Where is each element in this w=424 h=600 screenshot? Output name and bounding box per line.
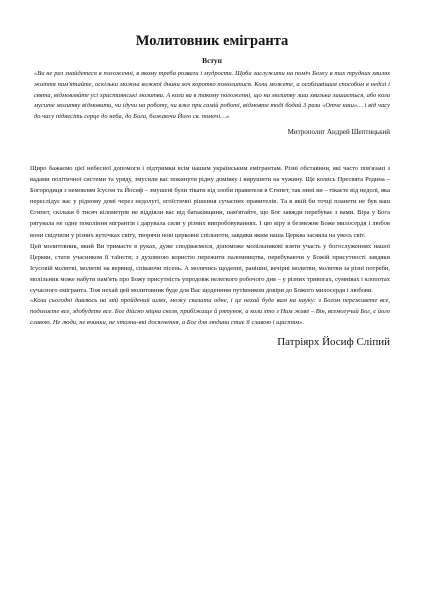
body-paragraph: Цей молитовник, який Ви тримаєте в руках, дуже сподіваємося, допоможе молільникові взяти участь у богослуженнях нашої Церкви, стати учасником її таїнств; з духовною користю пережити паломництва, перебуваючи у Божій присутності завдяки Ісусовій молитві, молитві на вервиці, співаючи пісень. А молячись щоденні, ранішні, вечірні молитви, молитви за різні потреби, молільник може набути пам'ять про Божу присутність упродовж нелегкого робочого дня – у різних тривогах, сумнівах і клопотах сучасного емігранта. Тож нехай цей молитовник буде для Вас щоденним путівником довіри до Божого милосердя і любови.: [30, 242, 390, 295]
section-heading: Вступ: [202, 56, 222, 65]
document-page: [30, 32, 394, 349]
epigraph-author: Митрополит Андрей Шептицький: [287, 127, 390, 136]
body-text: [30, 163, 394, 349]
closing-author: Патріярх Йосиф Сліпий: [277, 335, 390, 348]
body-paragraph: Щиро бажаємо цієї небесної допомоги і підтримки всім нашим українським емігрантам. Різні обставини, які часто пов'язані з вадами політичної системи та уряду, змусили вас покинути рідну домівку і вирушити на чужину. Ще колись Пресвята Родина – Богородиця з немовлям Ісусом та Йосиф – змушені були тікати від злоби правителя в Єгипет, так нині ви – тікаєте від недолі, яка переслідує вас у рідному домі через недолугі, егоїстичні рішення сучасних правителів. Та в якій би точці планети не був ваш Єгипет, скільки б тисяч кілометрів не віддіяли вас від батьківщини, пам'ятайте, що Бог завжди перебуває з вами. Віра у Бога рятувала не одне покоління мігрантів і дарувала сили у різних випробовуваннях. І цю віру в безмежне Боже милосердя і любов вони свідчили у різних куточках світу, творячи нові церковні спільноти, завдяки яким наша Церква засяяла на увесь світ.: [30, 164, 390, 239]
page-title: Молитовник емігранта: [135, 33, 289, 49]
epigraph-quote: «Ви не раз знайдетеся в положенні, в якому треба розваги і мудрости. Щоби заслужити на поміч Божу в тих трудних хвилях життя пам'ятайте, оскільки можна кожної днини хоч коротко помолитися. Коли можете, а особливішим способом в неділі і свята, відмовляйте усі християнські молитви. А коли ви в такому положенні, що на молитву лиш хвилька лишається, або коли мусите молитву відмовити, чи ідучи на роботу, чи вже при самій роботі, відмовте тоді бодай 3 рази «Отче наш»… і від часу до часу піднесіть серце до неба, до Бога, бажаючи Його св. помочі…»: [34, 70, 390, 121]
closing-quote: «Коли сьогодні дивлюсь на мій пройдений шлях, можу сказати одне, і це нехай буде вам на науку: з Богом переживете все, подолаєте все, здобудете все. Бог дійсно міцна скеля, прибіжище й рятунок, а коли хто з Ним живе – Він, всемогучий Бог, є його славою. Не люди, не вчинки, не хтозна-які досягнення, а Бог для людини стає її славою і щастям».: [30, 297, 390, 326]
